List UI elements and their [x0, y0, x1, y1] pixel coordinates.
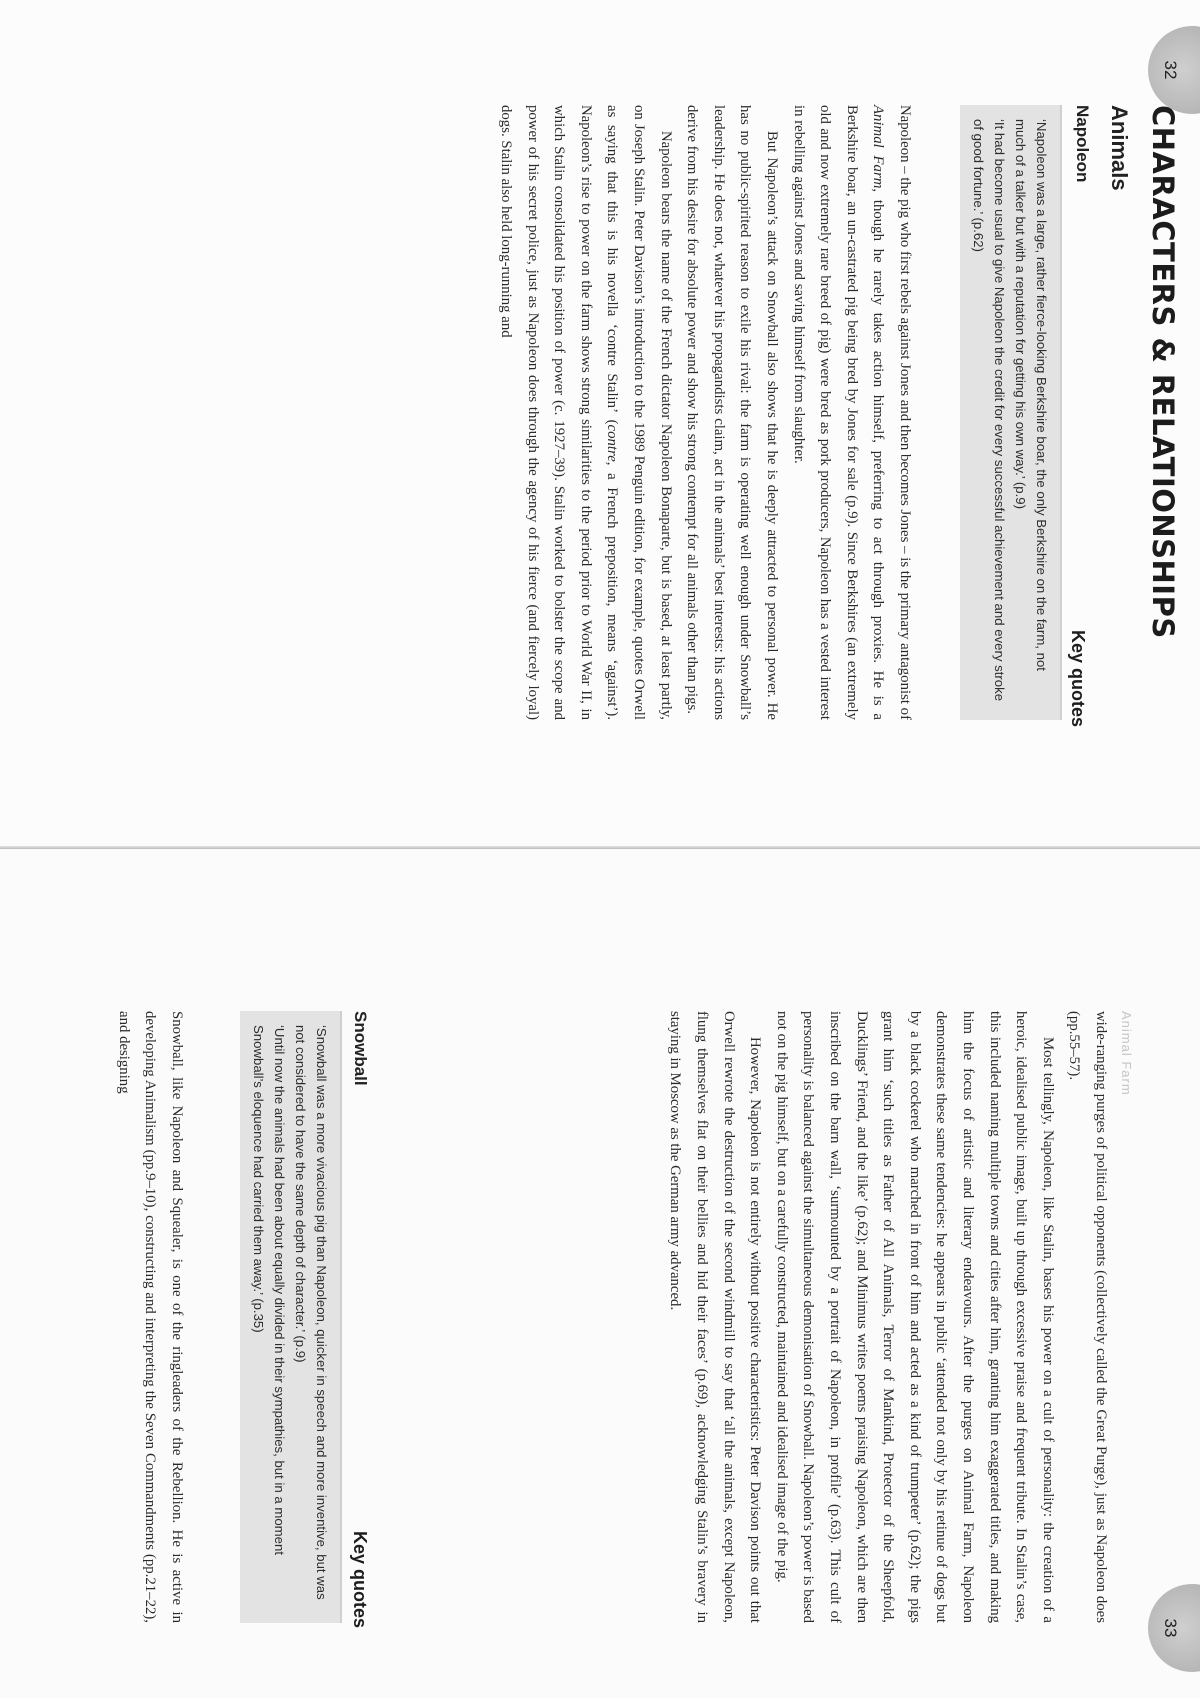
body-text-napoleon-cont	[662, 1011, 1114, 1623]
page-number: 32	[1161, 60, 1180, 80]
character-heading-napoleon: Napoleon	[1073, 105, 1092, 183]
key-quotes-label: Key quotes	[1068, 630, 1088, 728]
section-title: CHARACTERS & RELATIONSHIPS	[1146, 105, 1180, 639]
paragraph: Snowball, like Napoleon and Squealer, is one of the ringleaders of the Rebellion. He is active in developing Animalism (pp.9–10), constructing and interpreting the Seven Commandments (pp.21–22), and designing	[115, 1011, 185, 1623]
paragraph: But Napoleon’s attack on Snowball also shows that he is deeply attracted to personal power. He has no public-spirited reason to exile his rival: the farm is operating well enough under Snowball’s leadership. He does not, whatever his propagandists claim, act in the animals’ best interests: his actions derive from his desire for absolute power and show his strong contempt for all animals other than pigs.	[684, 105, 781, 720]
paragraph: wide-ranging purges of political opponents (collectively called the Great Purge), just as Napoleon does (pp.55–57).	[1066, 1011, 1109, 1623]
key-quotes-box	[960, 105, 1062, 720]
paragraph: Napoleon bears the name of the French dictator Napoleon Bonaparte, but is based, at least partly, on Joseph Stalin. Peter Davison’s introduction to the 1989 Penguin edition, for example, quotes Orwell as saying that this is his novella ‘contre Stalin’ (contre, a French preposition, means ‘against’). Napoleon’s rise to power on the farm shows strong similarities to the period prior to World War II, in which Stalin consolidated his position of power (c. 1927–39). Stalin worked to bolster the scope and power of his secret police, just as Napoleon does through the agency of his fierce (and fiercely loyal) dogs. Stalin also held long-running and	[498, 105, 674, 721]
page-number: 33	[1161, 1618, 1180, 1638]
page-33	[0, 849, 1200, 1698]
subsection-title: Animals	[1107, 105, 1132, 191]
key-quote: ‘Until now the animals had been about equally divided in their sympathies, but in a moment Snowball’s eloquence had carried them away.’ (p.35)	[251, 1025, 287, 1556]
running-header: Animal Farm	[1119, 1011, 1134, 1096]
key-quote: ‘It had become usual to give Napoleon the credit for every successful achievement and every stroke of good fortune.’ (p.62)	[971, 119, 1007, 702]
body-text-snowball	[110, 1011, 190, 1623]
key-quote: ‘Snowball was a more vivacious pig than Napoleon, quicker in speech and more inventive, but was not considered to have the same depth of character.’ (p.9)	[293, 1025, 329, 1600]
character-heading-snowball: Snowball	[351, 1011, 370, 1086]
key-quote: ‘Napoleon was a large, rather fierce-looking Berkshire boar, the only Berkshire on the farm, not much of a talker but with a reputation for getting his own way.’ (p.9)	[1013, 119, 1049, 671]
page-number-tab-right	[1148, 1584, 1200, 1672]
paragraph: Napoleon – the pig who first rebels against Jones and then becomes Jones – is the primary antagonist of Animal Farm, though he rarely takes action himself, preferring to act through proxies. He is a Berkshire boar, an un-castrated pig being bred by Jones for sale (p.9). Since Berkshires (an extremely old and now extremely rare breed of pig) were bred as pork producers, Napoleon has a vested interest in rebelling against Jones and saving himself from slaughter.	[790, 105, 913, 720]
key-quotes-box	[240, 1011, 342, 1623]
key-quotes-label: Key quotes	[350, 1531, 370, 1629]
page-number-tab-left	[1148, 26, 1200, 114]
body-text-napoleon	[493, 105, 919, 720]
paragraph: Most tellingly, Napoleon, like Stalin, bases his power on a cult of personality: the creation of a heroic, idealised public image, built up through excessive praise and frequent tribute. In Stalin’s case, this included naming multiple towns and cities after him, granting him exaggerated titles, and making him the focus of artistic and literary endeavours. After the purges on Animal Farm, Napoleon demonstrates these same tendencies: he appears in public ‘attended not only by his retinue of dogs but by a black cockerel who marched in front of him and acted as a kind of trumpeter’ (p.62); the pigs grant him ‘such titles as Father of All Animals, Terror of Mankind, Protector of the Sheepfold, Ducklings’ Friend, and the like’ (p.62); and Minimus writes poems praising Napoleon, which are then inscribed on the barn wall, ‘surmounted by a portrait of Napoleon, in profile’ (p.63). This cult of personality is balanced against the simultaneous demonisation of Snowball. Napoleon’s power is based not on the pig himself, but on a carefully constructed, maintained and idealised image of the pig.	[773, 1011, 1056, 1623]
paragraph: However, Napoleon is not entirely without positive characteristics: Peter Davison points out that Orwell rewrote the destruction of the second windmill to say that ‘all the animals, except Napoleon, flung themselves flat on their bellies and hid their faces’ (p.69), acknowledging Stalin’s bravery in staying in Moscow as the German army advanced.	[667, 1011, 764, 1623]
